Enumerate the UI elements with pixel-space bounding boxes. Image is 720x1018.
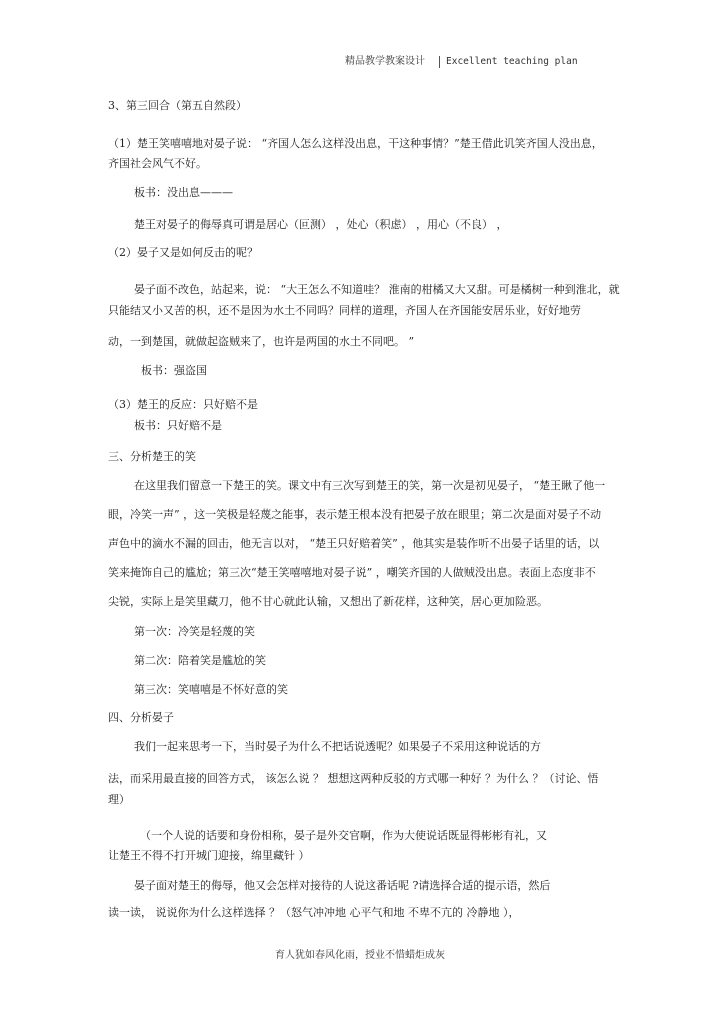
paragraph-line: 只能结又小又苦的枳，还不是因为水土不同吗？同样的道理，齐国人在齐国能安居乐业，好好地劳 [108,304,581,317]
paragraph-line: 我们一起来思考一下，当时晏子为什么不把话说透呢？如果晏子不采用这种说话的方 [134,740,541,753]
sub-question: （2）晏子又是如何反击的呢？ [108,246,258,259]
page-header [345,52,578,68]
paragraph-line: 晏子面不改色，站起来，说： “大王怎么不知道哇？ 淮南的柑橘又大又甜。可是橘树一种到淮北，就 [134,283,620,296]
paragraph-line: 让楚王不得不打开城门迎接，绵里藏针 ） [108,849,310,862]
paragraph-line: 理） [108,793,130,806]
sub-question: （3）楚王的反应：只好赔不是 [108,398,258,411]
paragraph-line: 声色中的滴水不漏的回击，他无言以对， “楚王只好赔着笑” ，他其实是装作听不出晏子话里的话，以 [108,537,600,550]
paragraph-line: 读一读， 说说你为什么这样选择 ？（怒气冲冲地 心平气和地 不卑不亢的 冷静地 ）， [108,906,520,919]
header-divider [439,56,440,68]
section-heading-round-three: 3、第三回合（第五自然段） [108,99,247,112]
paragraph-line: 动，一到楚国，就做起盗贼来了，也许是两国的水土不同吧。 ” [108,335,415,348]
page-footer: 育人犹如春风化雨，授业不惜蜡炬成灰 [275,950,445,961]
paragraph-line: 齐国社会风气不好。 [108,157,207,170]
summary-item: 第二次：陪着笑是尴尬的笑 [134,654,266,667]
paragraph-line: 晏子面对楚王的侮辱，他又会怎样对接待的人说这番话呢 ?请选择合适的提示语，然后 [134,879,551,892]
header-title-cn: 精品教学教案设计 [345,56,425,67]
summary-item: 第三次：笑嘻嘻是不怀好意的笑 [134,683,288,696]
summary-item: 第一次：冷笑是轻蔑的笑 [134,625,255,638]
paragraph-line: 眼，冷笑一声” ，这一笑极是轻蔑之能事，表示楚王根本没有把晏子放在眼里；第二次是面对晏子不动 [108,508,602,521]
section-heading-analyze-yanzi: 四、分析晏子 [108,711,174,724]
paragraph-line: （一个人说的话要和身份相称，晏子是外交官啊，作为大使说话既显得彬彬有礼，又 [140,829,547,842]
board-note: 板书：强盗国 [141,364,207,377]
paragraph-line: （1）楚王笑嘻嘻地对晏子说： “齐国人怎么这样没出息，干这种事情？”楚王借此讥笑齐国人没出息， [108,137,603,150]
board-note: 板书：只好赔不是 [134,419,222,432]
section-heading-analyze-king: 三、分析楚王的笑 [108,450,196,463]
paragraph-line: 在这里我们留意一下楚王的笑。课文中有三次写到楚王的笑，第一次是初见晏子， “楚王瞅了他一 [134,479,606,492]
paragraph-line: 法，而采用最直接的回答方式， 该怎么说 ？ 想想这两种反驳的方式哪一种好 ？为什么 ？（讨论、悟 [108,772,599,785]
paragraph-line: 楚王对晏子的侮辱真可谓是居心（叵测） ，处心（积虑） ，用心（不良） ， [134,218,508,231]
paragraph-line: 笑来掩饰自己的尴尬；第三次“楚王笑嘻嘻地对晏子说” ，嘲笑齐国的人做贼没出息。表面上态度非不 [108,566,596,579]
paragraph-line: 尖锐，实际上是笑里藏刀，他不甘心就此认输，又想出了新花样，这种笑，居心更加险恶。 [108,595,548,608]
header-title-en: Excellent teaching plan [446,56,578,67]
board-note: 板书：没出息——— [134,186,233,199]
